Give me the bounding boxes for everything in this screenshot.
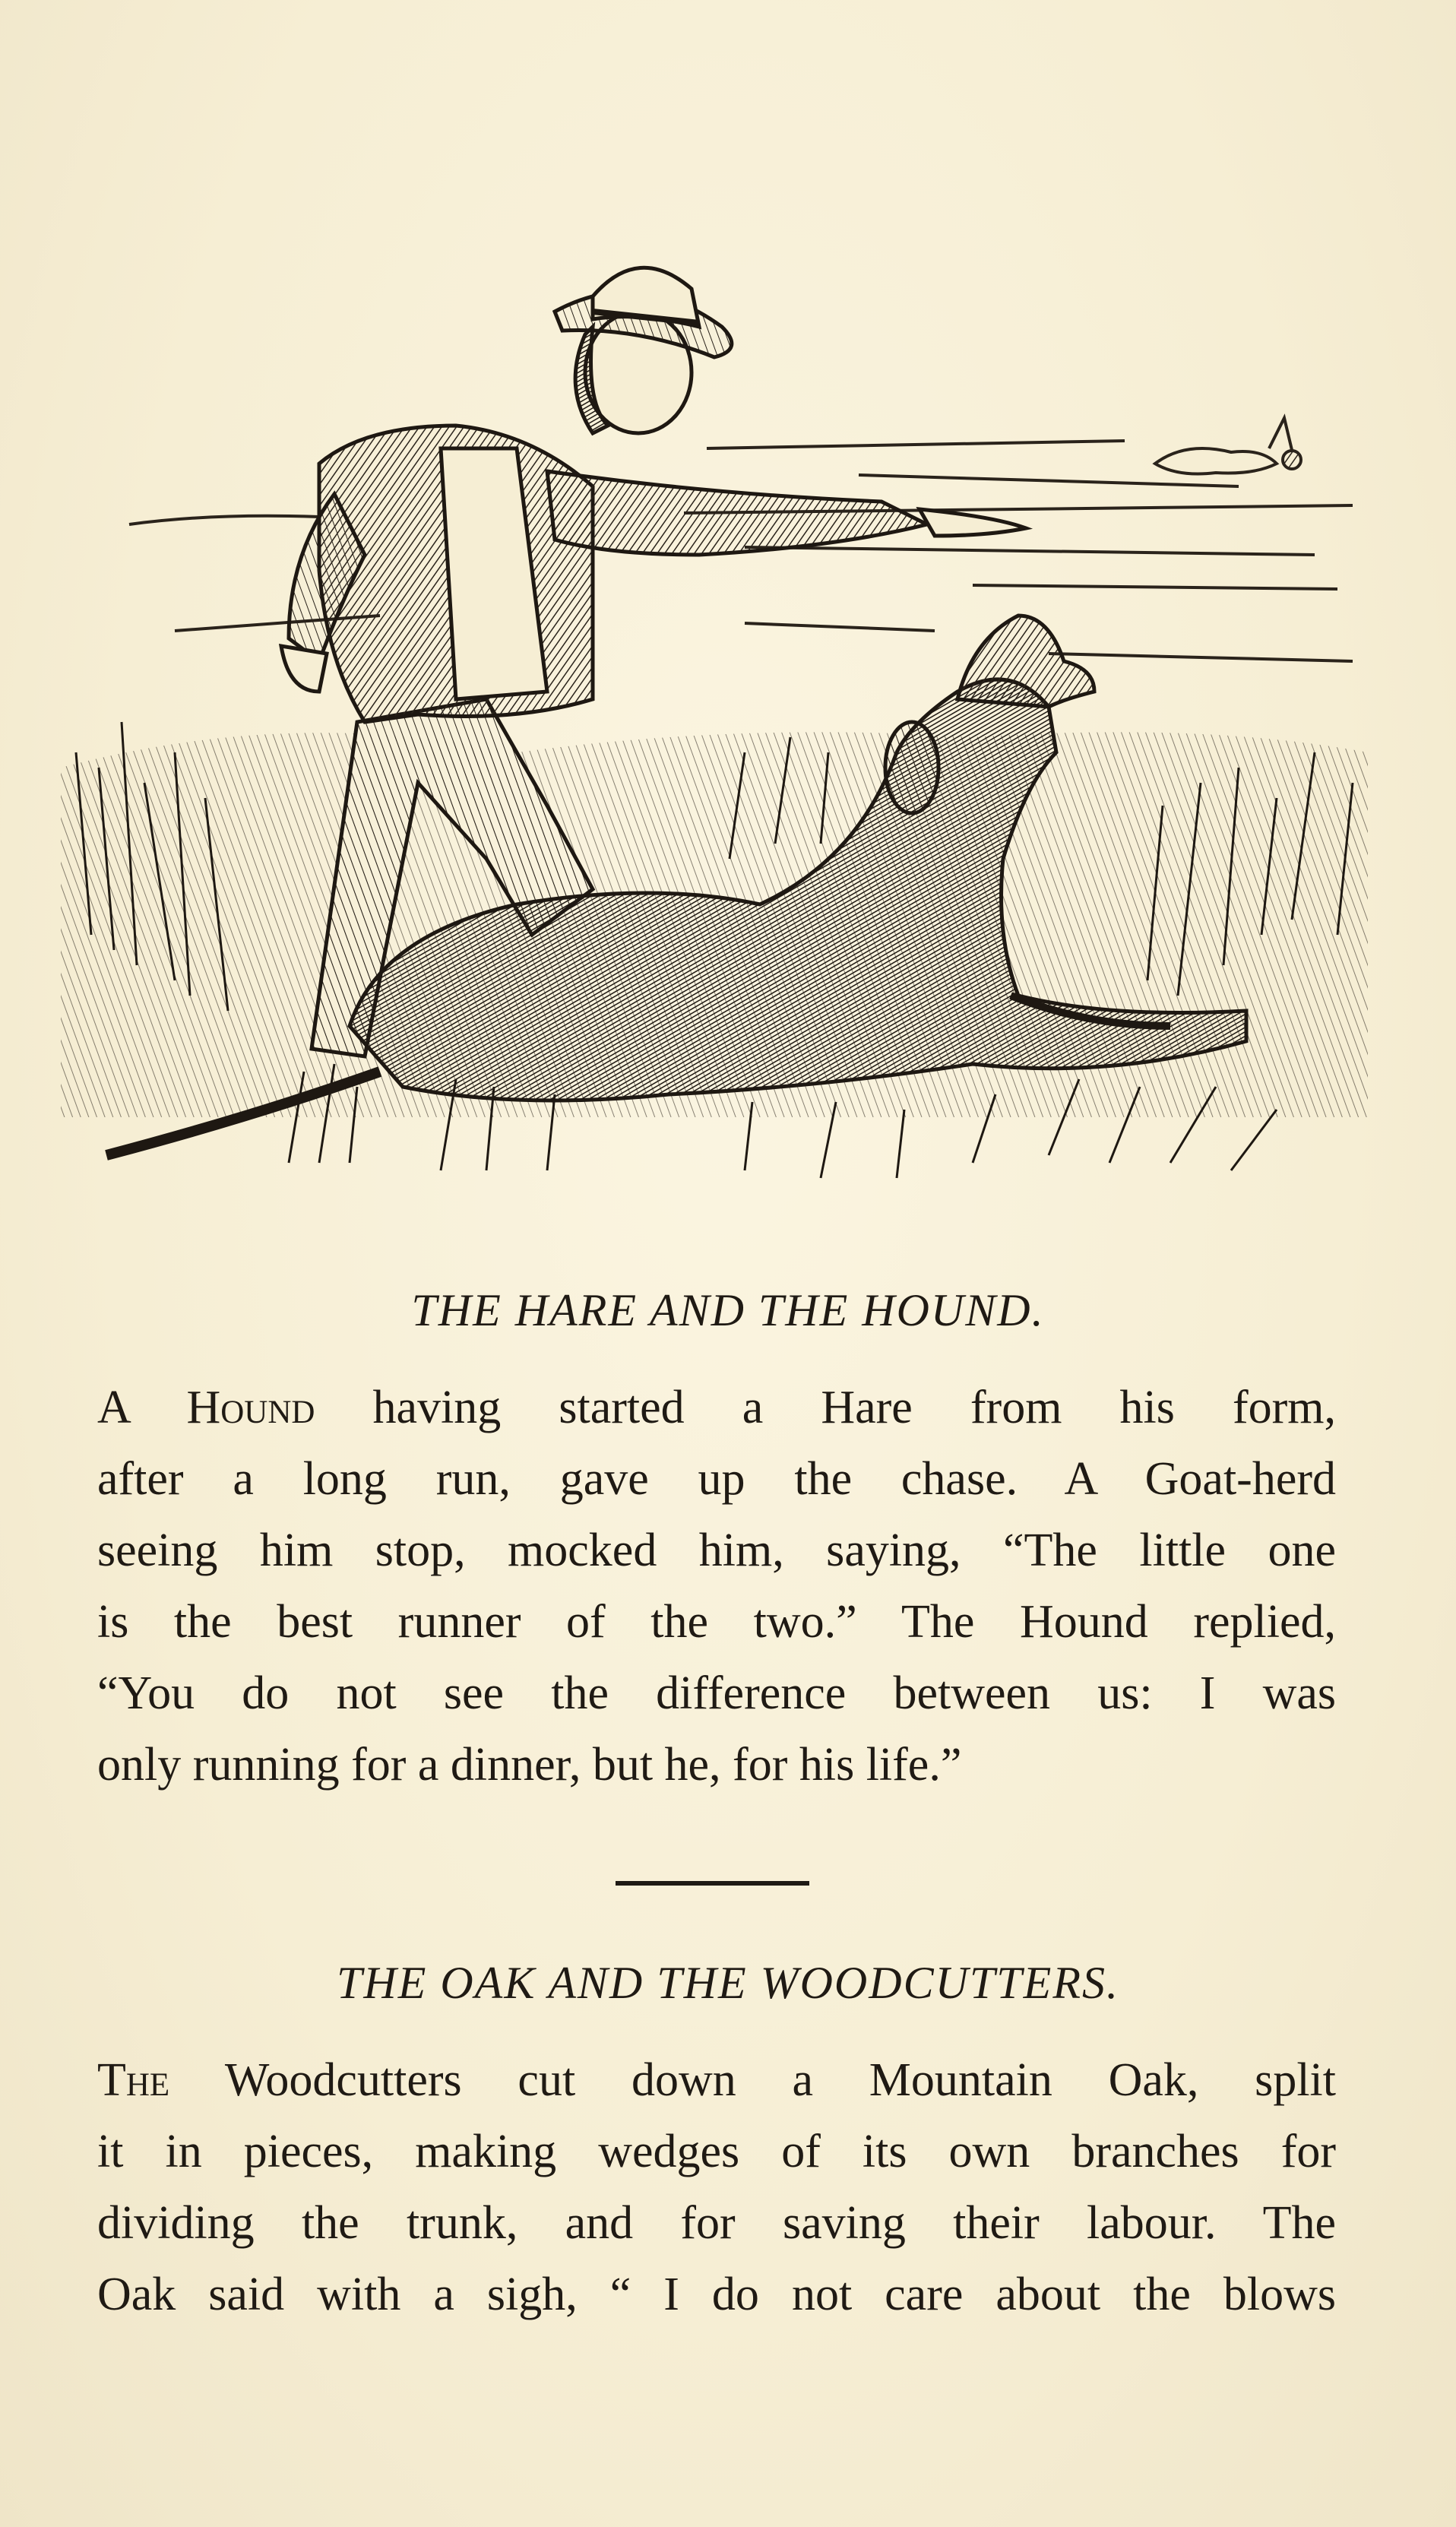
fable-2-line-1	[97, 2044, 1336, 2116]
fable-1-line-4: is the best runner of the two.” The Hound replied,	[97, 1596, 1336, 1648]
fable-2-line-3: dividing the trunk, and for saving their labour. The	[97, 2197, 1336, 2249]
fable-2-line-2: it in pieces, making wedges of its own branches for	[97, 2126, 1336, 2177]
lead-small-caps: Hound	[186, 1382, 315, 1433]
engraving-man-hound-hare-icon	[61, 175, 1383, 1216]
fable-1-line-6: only running for a dinner, but he, for his life.”	[97, 1739, 962, 1791]
lead-word: A	[97, 1382, 187, 1433]
fable-1-line-2: after a long run, gave up the chase. A Goat-herd	[97, 1453, 1336, 1505]
fable-1-line-3: seeing him stop, mocked him, saying, “The little one	[97, 1525, 1336, 1576]
hare-icon	[1155, 418, 1301, 474]
fable-1-text	[97, 1372, 1336, 1800]
fable-1-line-1	[97, 1372, 1336, 1443]
fable-2-line-4: Oak said with a sigh, “ I do not care about the blows	[97, 2269, 1336, 2320]
fable-1-line-5: “You do not see the difference between us: I was	[97, 1667, 1336, 1719]
lead-small-caps: The	[97, 2054, 170, 2106]
fable-2-title: THE OAK AND THE WOODCUTTERS.	[337, 1958, 1119, 2008]
section-divider	[616, 1881, 809, 1886]
fable-1-title: THE HARE AND THE HOUND.	[411, 1285, 1045, 1335]
fable-2-text	[97, 2044, 1336, 2330]
line-rest: having started a Hare from his form,	[315, 1382, 1336, 1433]
line-rest: Woodcutters cut down a Mountain Oak, split	[169, 2054, 1336, 2106]
